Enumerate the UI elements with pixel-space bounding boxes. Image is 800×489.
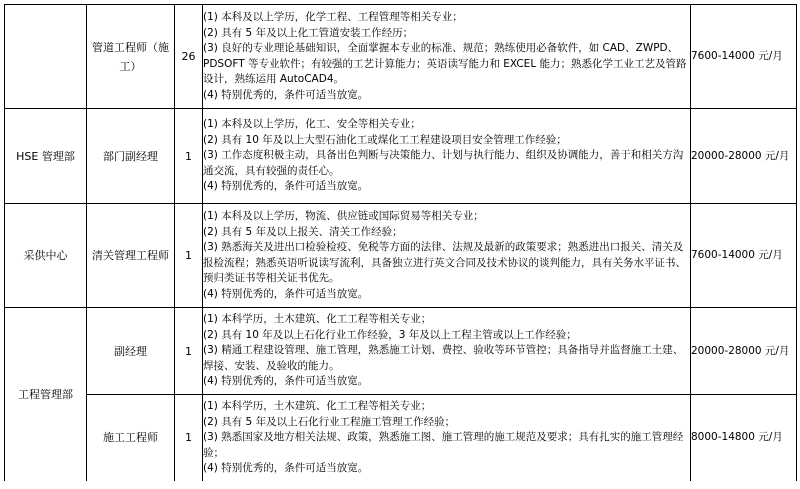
- salary-cell: 20000-28000 元/月: [691, 308, 797, 395]
- table-row: [5, 395, 797, 481]
- table-row: [5, 109, 797, 204]
- position-cell: 管道工程师（施工）: [87, 5, 175, 109]
- requirement-item: (1) 本科学历，土木建筑、化工工程等相关专业；: [203, 313, 432, 326]
- requirement-item: (4) 特别优秀的，条件可适当放宽。: [203, 287, 369, 300]
- requirement-item: (3) 熟悉海关及进出口检验检疫、免税等方面的法律、法规及最新的政策要求；熟悉进出口报关、清关及报检流程；熟悉英语听说读写流利，具备独立进行英文合同及技术协议的谈判能力，具有关务水平证书、预归类证书等相关证书优先。: [203, 241, 686, 284]
- requirements-cell: [203, 109, 691, 204]
- requirements-cell: [203, 308, 691, 395]
- headcount-cell: 1: [175, 109, 203, 204]
- position-cell: 部门副经理: [87, 109, 175, 204]
- requirement-item: (3) 工作态度积极主动，具备出色判断与决策能力、计划与执行能力、组织及协调能力，善于和相关方沟通交流，具有较强的责任心。: [203, 149, 684, 177]
- department-cell: HSE 管理部: [5, 109, 87, 204]
- requirement-item: (3) 熟悉国家及地方相关法规、政策，熟悉施工图、施工管理的施工规范及要求；具有扎实的施工管理经验；: [203, 431, 684, 459]
- requirements-cell: [203, 204, 691, 308]
- headcount-cell: 1: [175, 308, 203, 395]
- headcount-cell: 1: [175, 204, 203, 308]
- requirement-item: (1) 本科及以上学历，化工、安全等相关专业；: [203, 118, 421, 131]
- headcount-cell: 26: [175, 5, 203, 109]
- requirement-item: (2) 具有 5 年及以上报关、清关工作经验；: [203, 225, 403, 238]
- recruitment-table: [4, 4, 797, 481]
- salary-cell: 7600-14000 元/月: [691, 204, 797, 308]
- department-cell: [5, 5, 87, 109]
- requirement-item: (1) 本科及以上学历，物流、供应链或国际贸易等相关专业；: [203, 210, 484, 222]
- position-cell: 施工工程师: [87, 395, 175, 481]
- requirement-item: (4) 特别优秀的，条件可适当放宽。: [203, 462, 369, 474]
- salary-cell: 8000-14800 元/月: [691, 395, 797, 481]
- requirement-item: (1) 本科及以上学历，化学工程、工程管理等相关专业；: [203, 11, 463, 23]
- requirement-item: (3) 精通工程建设管理、施工管理，熟悉施工计划、费控、验收等环节管控；具备指导并监督施工土建、焊接、安装、及验收的能力。: [203, 344, 684, 372]
- department-cell: 采供中心: [5, 204, 87, 308]
- requirement-item: (2) 具有 5 年及以上化工管道安装工作经历；: [203, 26, 414, 39]
- requirement-item: (4) 特别优秀的，条件可适当放宽。: [203, 375, 369, 388]
- position-cell: 清关管理工程师: [87, 204, 175, 308]
- salary-cell: 7600-14000 元/月: [691, 5, 797, 109]
- requirement-item: (4) 特别优秀的，条件可适当放宽。: [203, 180, 369, 193]
- requirements-cell: [203, 5, 691, 109]
- department-cell: 工程管理部: [5, 308, 87, 481]
- headcount-cell: 1: [175, 395, 203, 481]
- table-row: [5, 5, 797, 109]
- requirement-item: (2) 具有 5 年及以上石化行业工程施工管理工作经验；: [203, 415, 456, 428]
- salary-cell: 20000-28000 元/月: [691, 109, 797, 204]
- requirements-cell: [203, 395, 691, 481]
- position-cell: 副经理: [87, 308, 175, 395]
- requirement-item: (2) 具有 10 年及以上大型石油化工或煤化工工程建设项目安全管理工作经验；: [203, 133, 567, 146]
- requirement-item: (1) 本科学历，土木建筑、化工工程等相关专业；: [203, 400, 432, 412]
- table-row: [5, 204, 797, 308]
- table-row: [5, 308, 797, 395]
- requirement-item: (3) 良好的专业理论基础知识，全面掌握本专业的标准、规范；熟练使用必备软件，如 CAD、ZWPD、PDSOFT 等专业软件；有较强的工艺计算能力；英语读写能力和 EXCEL 能力；熟悉化学工业工艺及管路设计，熟练运用 AutoCAD4。: [203, 42, 687, 85]
- requirement-item: (4) 特别优秀的，条件可适当放宽。: [203, 88, 369, 101]
- requirement-item: (2) 具有 10 年及以上石化行业工作经验，3 年及以上工程主管或以上工作经验；: [203, 328, 577, 341]
